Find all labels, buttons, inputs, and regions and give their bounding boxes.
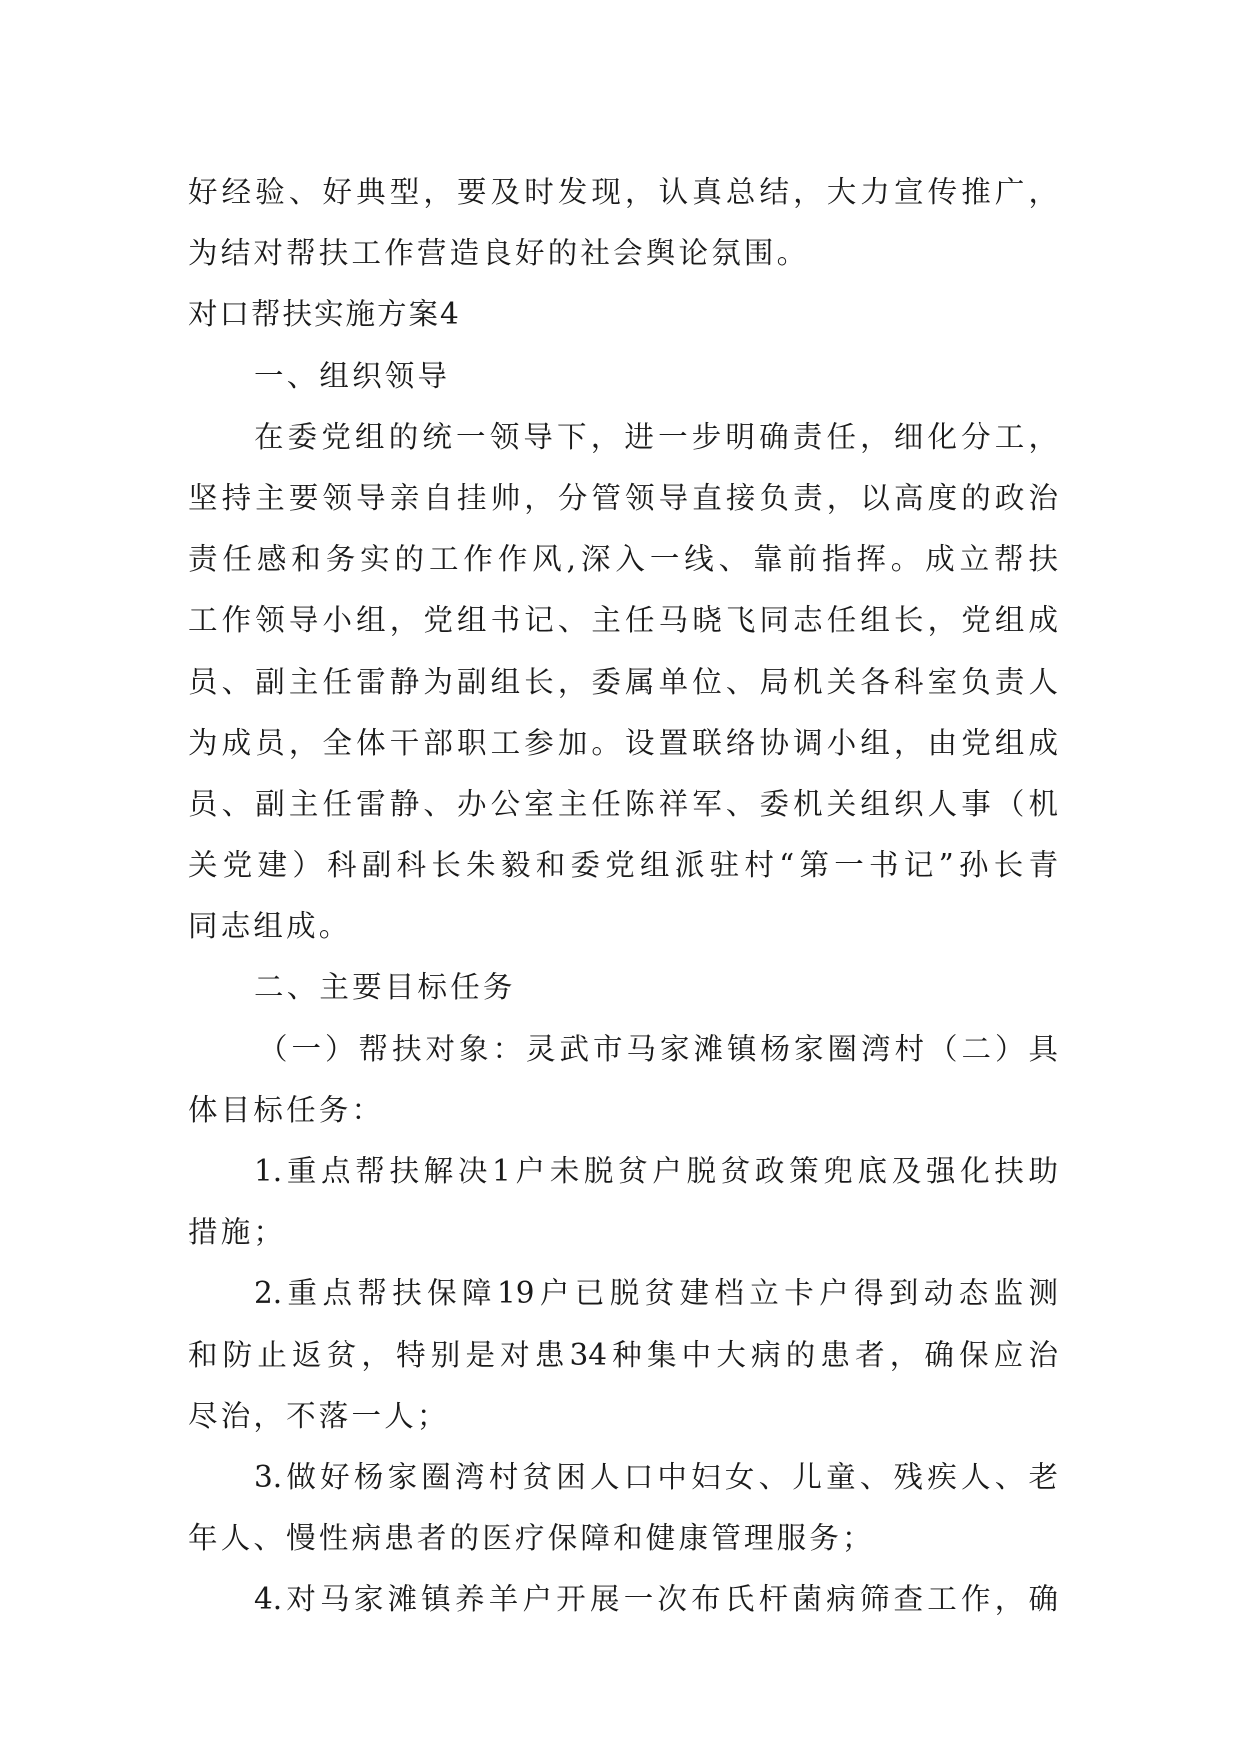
- paragraph-line: 措施；: [188, 1215, 287, 1250]
- paragraph-line: 尽治，不落一人；: [188, 1398, 450, 1433]
- list-item-3: 3.做好杨家圈湾村贫困人口中妇女、儿童、残疾人、老: [254, 1459, 1058, 1494]
- paragraph-line: 在委党组的统一领导下，进一步明确责任，细化分工，: [254, 419, 1058, 454]
- paragraph-line: 好经验、好典型，要及时发现，认真总结，大力宣传推广，: [188, 175, 1058, 209]
- heading-main-tasks: 二、主要目标任务: [254, 970, 516, 1005]
- paragraph-line: 同志组成。: [188, 909, 352, 944]
- paragraph-line: 关党建）科副科长朱毅和委党组派驻村“第一书记”孙长青: [188, 848, 1058, 883]
- paragraph-line: 坚持主要领导亲自挂帅，分管领导直接负责，以高度的政治: [188, 480, 1058, 515]
- heading-organization: 一、组织领导: [254, 358, 451, 393]
- list-item-2: 2.重点帮扶保障19户已脱贫建档立卡户得到动态监测: [254, 1276, 1058, 1311]
- paragraph-line: 年人、慢性病患者的医疗保障和健康管理服务；: [188, 1521, 875, 1556]
- paragraph-line: 为结对帮扶工作营造良好的社会舆论氛围。: [188, 236, 810, 271]
- paragraph-line: 责任感和务实的工作作风,深入一线、靠前指挥。成立帮扶: [188, 542, 1058, 577]
- paragraph-line: 为成员，全体干部职工参加。设置联络协调小组，由党组成: [188, 725, 1058, 760]
- list-item-4: 4.对马家滩镇养羊户开展一次布氏杆菌病筛查工作，确: [254, 1582, 1058, 1617]
- paragraph-line: 员、副主任雷静为副组长，委属单位、局机关各科室负责人: [188, 664, 1058, 699]
- list-item-1: 1.重点帮扶解决1户未脱贫户脱贫政策兜底及强化扶助: [254, 1154, 1058, 1188]
- paragraph-line: 和防止返贫，特别是对患34种集中大病的患者，确保应治: [188, 1337, 1058, 1372]
- paragraph-line: 体目标任务：: [188, 1092, 385, 1127]
- paragraph-line: 工作领导小组，党组书记、主任马晓飞同志任组长，党组成: [188, 603, 1058, 638]
- document-body: [188, 162, 1058, 1631]
- section-title: 对口帮扶实施方案4: [188, 297, 461, 332]
- paragraph-line: （一）帮扶对象：灵武市马家滩镇杨家圈湾村（二）具: [258, 1031, 1058, 1066]
- paragraph-line: 员、副主任雷静、办公室主任陈祥军、委机关组织人事（机: [188, 786, 1058, 821]
